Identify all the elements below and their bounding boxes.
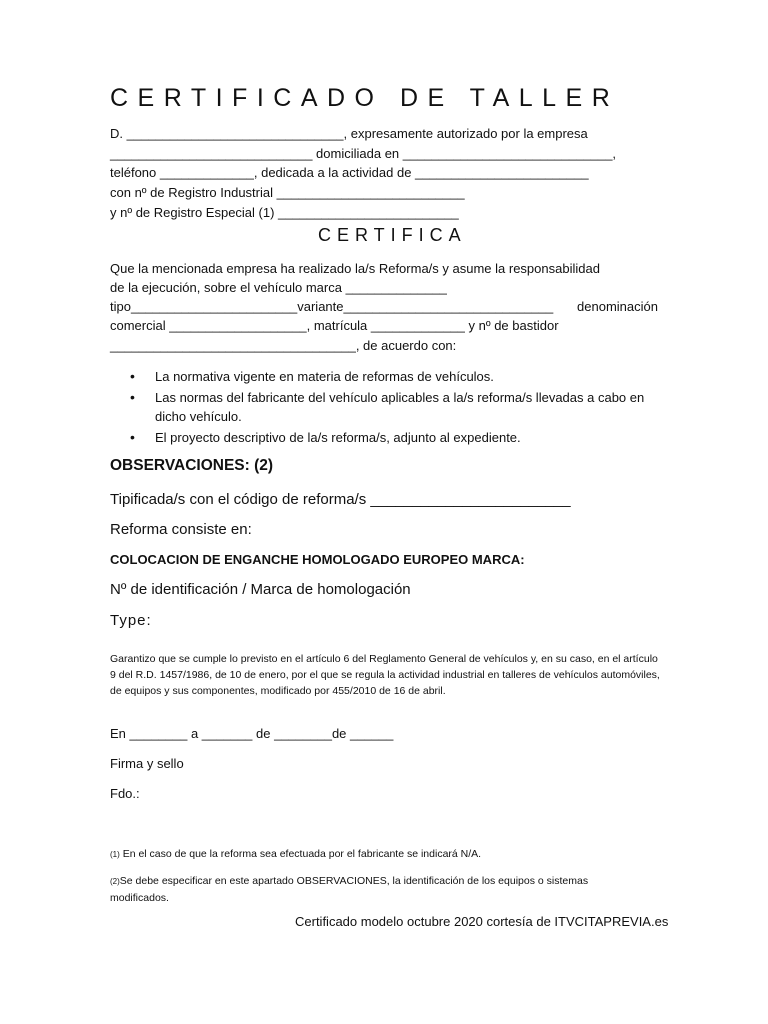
fdo-label: Fdo.: xyxy=(110,786,140,801)
footnote-2 xyxy=(110,873,610,906)
colocacion-line: COLOCACION DE ENGANCHE HOMOLOGADO EUROPEO MARCA: xyxy=(110,552,525,567)
list-item: • La normativa vigente en materia de reformas de vehículos. xyxy=(130,367,665,386)
body-line-3-denominacion: denominación xyxy=(577,299,658,314)
list-item: • El proyecto descriptivo de la/s reforma/s, adjunto al expediente. xyxy=(130,428,665,447)
tipificada-line: Tipificada/s con el código de reforma/s ________________________ xyxy=(110,491,571,508)
footnote-1 xyxy=(110,848,481,860)
legal-guarantee-text: Garantizo que se cumple lo previsto en el artículo 6 del Reglamento General de vehículos y, en su caso, en el artículo 9 del R.D. 1457/1986, de 10 de enero, por el que se regula la actividad industrial en talleres de vehículos automóviles, de equipos y sus componentes, modificado por 455/2010 de 16 de abril. xyxy=(110,653,660,697)
header-line-company: ____________________________ domiciliada en _____________________________, xyxy=(110,146,617,161)
body-line-3-fields: tipo_______________________variante_____________________________ xyxy=(110,299,554,314)
footnote-1-mark: (1) xyxy=(110,850,120,859)
header-line-name: D. ______________________________, expresamente autorizado por la empresa xyxy=(110,126,588,141)
header-line-phone: teléfono _____________, dedicada a la actividad de ________________________ xyxy=(110,165,589,180)
identificacion-line: Nº de identificación / Marca de homologación xyxy=(110,581,411,598)
body-line-3 xyxy=(110,299,658,314)
footnote-2-mark: (2) xyxy=(110,877,120,886)
credit-line: Certificado modelo octubre 2020 cortesía de ITVCITAPREVIA.es xyxy=(295,914,669,929)
list-item: • Las normas del fabricante del vehículo aplicables a la/s reforma/s llevadas a cabo en dicho vehículo. xyxy=(130,388,665,426)
certifica-heading: CERTIFICA xyxy=(318,225,467,245)
reforma-line: Reforma consiste en: xyxy=(110,521,252,538)
observaciones-heading: OBSERVACIONES: (2) xyxy=(110,457,274,474)
body-line-1: Que la mencionada empresa ha realizado la/s Reforma/s y asume la responsabilidad xyxy=(110,261,600,276)
footnote-2-text: Se debe especificar en este apartado OBSERVACIONES, la identificación de los equipos o sistemas modificados. xyxy=(110,875,589,904)
conformity-list xyxy=(130,367,665,449)
firma-label: Firma y sello xyxy=(110,756,184,771)
body-line-5: __________________________________, de acuerdo con: xyxy=(110,338,457,353)
date-line: En ________ a _______ de ________de ______ xyxy=(110,726,394,741)
type-line: Type: xyxy=(110,612,152,629)
header-line-registro-industrial: con nº de Registro Industrial __________________________ xyxy=(110,185,465,200)
document-title: CERTIFICADO DE TALLER xyxy=(110,84,620,112)
footnote-1-text: En el caso de que la reforma sea efectuada por el fabricante se indicará N/A. xyxy=(122,848,482,860)
header-line-registro-especial: y nº de Registro Especial (1) _________________________ xyxy=(110,205,459,220)
body-line-2: de la ejecución, sobre el vehículo marca ______________ xyxy=(110,280,447,295)
body-line-4: comercial ___________________, matrícula _____________ y nº de bastidor xyxy=(110,318,559,333)
